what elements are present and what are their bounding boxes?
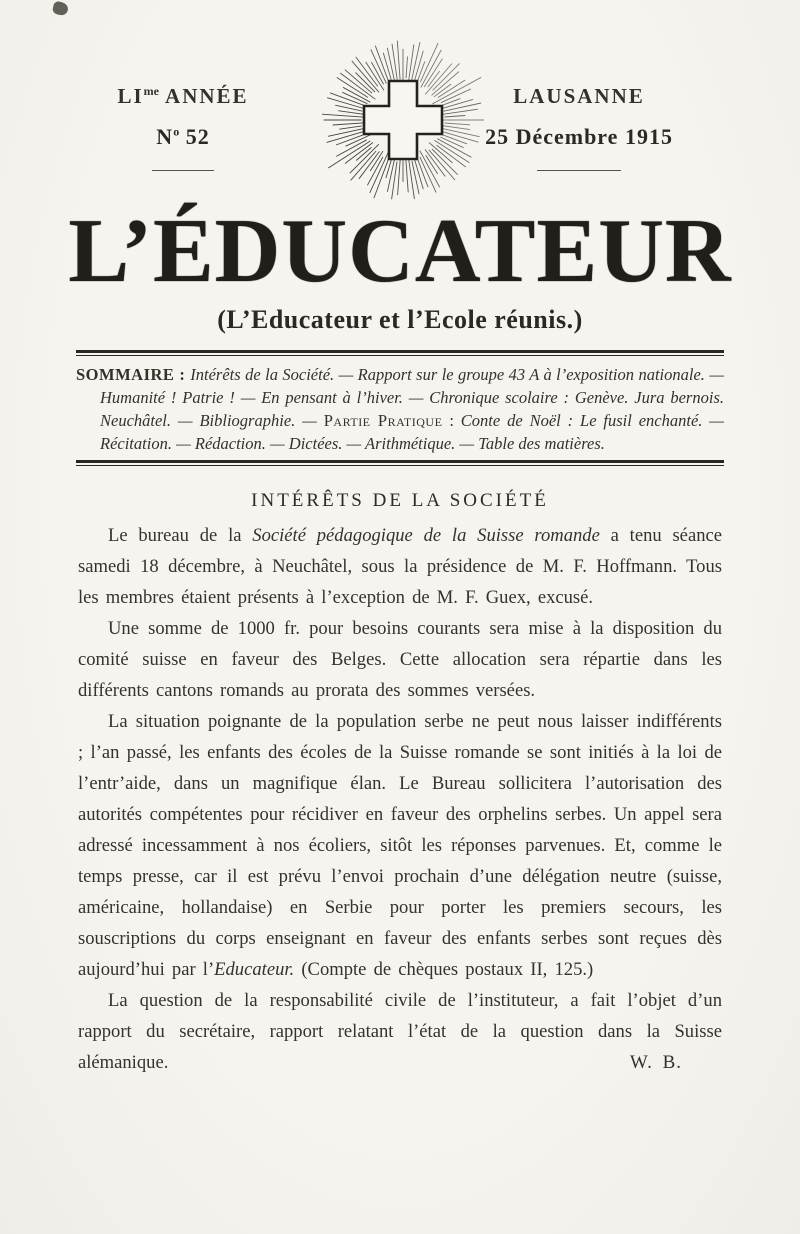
paragraph-1-text-end: a tenu séance samedi 18 décembre, à Neuchâtel, sous la présidence de M. F. Hoffmann. Tous les membres étaient présents à l’exception de M. F. Guex, excusé. [78,525,722,608]
left-divider-rule [152,170,214,171]
bottom-double-rule [76,460,724,466]
paragraph-1-italic: Société pédagogique de la Suisse romande [252,525,600,546]
paragraph-4-text: La question de la responsabilité civile de l’instituteur, a fait l’objet d’un rapport du secrétaire, rapport relatant l’état de la question dans la Suisse alémanique. [78,990,722,1073]
article-body [78,520,722,1078]
article-heading: INTÉRÊTS DE LA SOCIÉTÉ [251,490,549,511]
paragraph-2: Une somme de 1000 fr. pour besoins courants sera mise à la disposition du comité suisse en faveur des Belges. Cette allocation sera répartie dans les différents cantons romands au prorata des sommes versées. [78,618,722,701]
top-double-rule [76,350,724,356]
paragraph-3-text: La situation poignante de la population serbe ne peut nous laisser indifférents ; l’an passé, les enfants des écoles de la Suisse romande se sont initiés à la loi de l’entr’aide, dans un magnifique élan. Le Bureau sollicitera l’autorisation des autorités compétentes pour récidiver en faveur des orphelins serbes. Un appel sera adressé incessamment à nos écoliers, sitôt les réponses parvenues. Et, comme le temps presse, car il est prévu l’envoi prochain d’une délégation neutre (suisse, américaine, hollandaise) en Serbie pour porter les premiers secours, les souscriptions du corps enseignant en faveur des enfants serbes sont reçues dès aujourd’hui par l’ [78,711,722,980]
masthead-place-block [448,84,710,171]
paragraph-4 [78,985,722,1078]
paragraph-1-text: Le bureau de la [108,525,253,546]
right-divider-rule [537,170,621,171]
sommaire [76,363,724,455]
paragraph-1 [78,520,722,613]
sommaire-partie-label: Partie Pratique [323,411,443,430]
sommaire-items-2: Conte de Noël : Le fusil enchanté. — Récitation. — Rédaction. — Dictées. — Arithmétique. — Table des matières. [100,411,724,453]
issue-number: $N^o$ 52 [156,124,210,149]
sommaire-separator: : [442,411,461,430]
place-label: LAUSANNE [513,84,645,108]
sommaire-items-1: Intérêts de la Société. — Rapport sur le groupe 43 A à l’exposition nationale. — Humanité ! Patrie ! — En pensant à l’hiver. — Chronique scolaire : Genève. Jura bernois. Neuchâtel. — Bibliographie. — [100,365,724,430]
masthead-volume-block [88,84,278,171]
date-label: 25 Décembre 1915 [485,124,673,149]
journal-title: L’ÉDUCATEUR [68,200,732,301]
sommaire-label: SOMMAIRE : [76,365,191,384]
paragraph-3-italic: Educateur. [214,959,295,980]
paragraph-3-text-end: (Compte de chèques postaux II, 125.) [294,959,594,980]
masthead [0,0,800,205]
paragraph-3 [78,706,722,985]
volume-label: $LI^{me}$ ANNÉE [117,84,249,108]
author-signature: W. B. [629,1052,682,1073]
journal-subtitle: (L’Educateur et l’Ecole réunis.) [217,305,583,334]
